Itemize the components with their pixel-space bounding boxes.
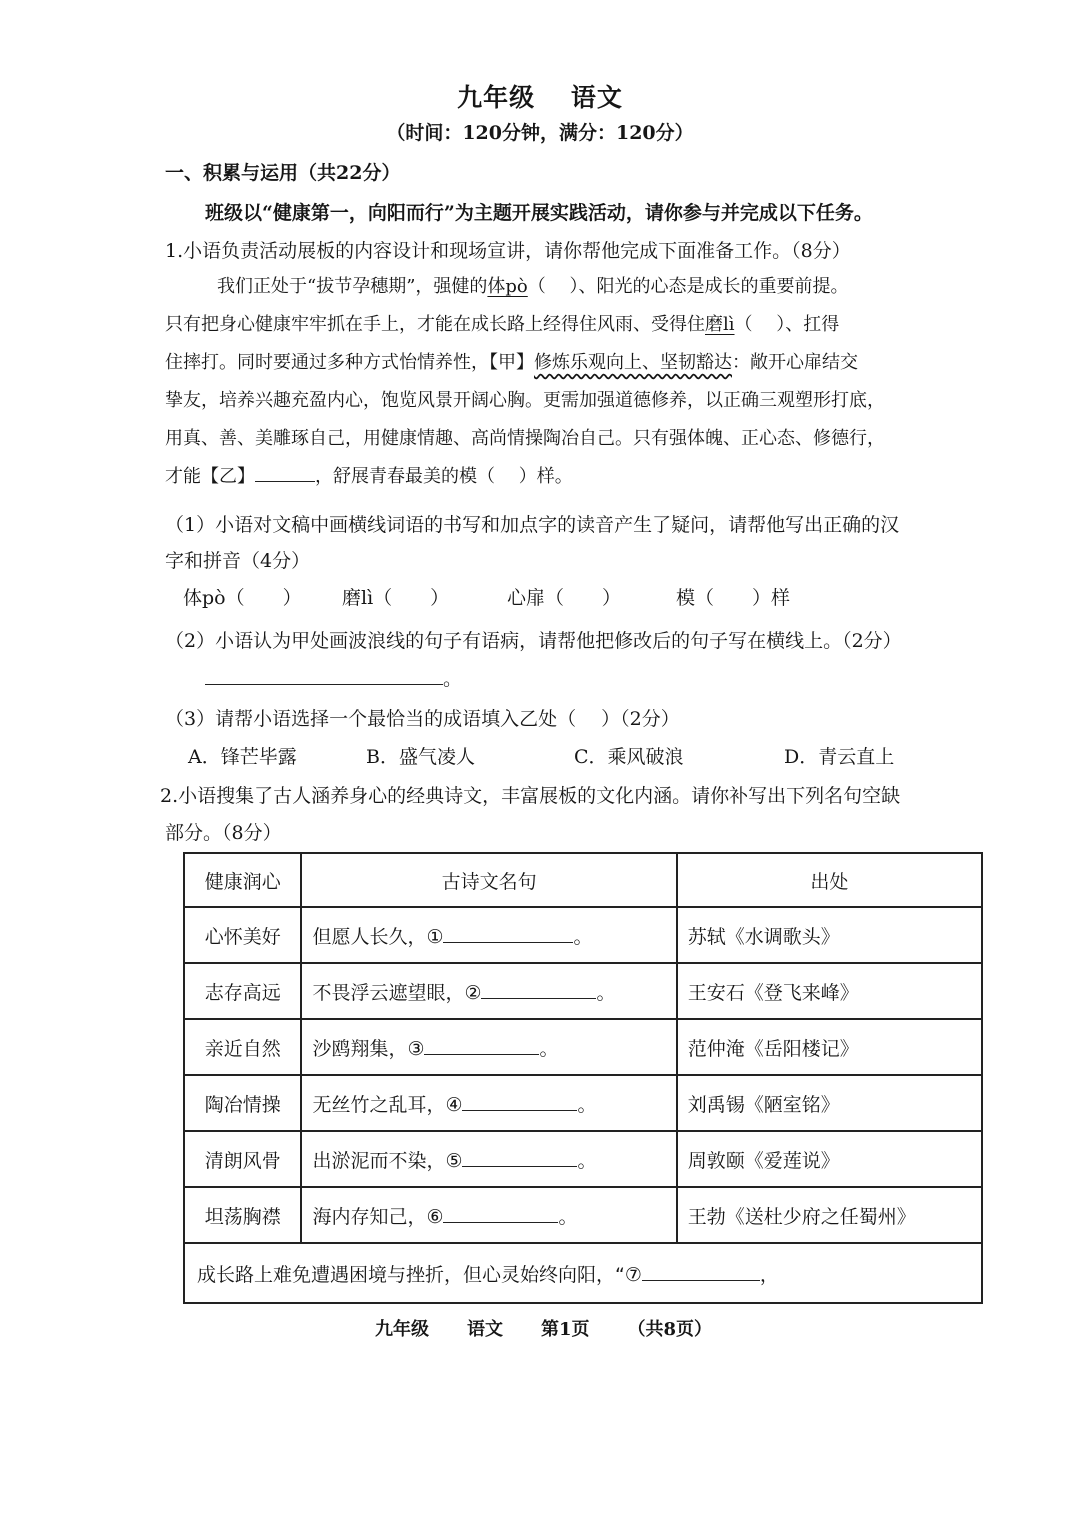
sub-question-3-stem: （3）请帮小语选择一个最恰当的成语填入乙处（ ）（2分） [165, 708, 680, 730]
sub-question-1-item: 磨lì（ ） [342, 587, 450, 609]
passage-line-2 [165, 310, 839, 336]
footer-grade: 九年级 [375, 1319, 429, 1340]
question-2-stem: 2.小语搜集了古人涵养身心的经典诗文，丰富展板的文化内涵。请你补写出下列名句空缺 [160, 785, 901, 807]
table-row [184, 1019, 982, 1075]
table-header-cell: 出处 [677, 853, 982, 907]
theme-cell: 坦荡胸襟 [184, 1187, 301, 1243]
passage-text: 只有把身心健康牢牢抓在手上，才能在成长路上经得住风雨、受得住 [165, 314, 705, 335]
table-row [184, 907, 982, 963]
poem-line: 海内存知己，⑥ [312, 1205, 444, 1228]
passage-text: （ ）、扛得 [734, 314, 840, 335]
sub-question-1-item: 模（ ）样 [676, 587, 791, 609]
section-heading: 一、积累与运用（共22分） [165, 162, 401, 184]
period-mark: 。 [596, 981, 616, 1004]
option-d[interactable]: D．青云直上 [784, 746, 895, 768]
wavy-underlined-sentence: 修炼乐观向上、坚韧豁达 [534, 352, 732, 373]
theme-cell: 志存高远 [184, 963, 301, 1019]
poem-line-cell [301, 963, 676, 1019]
passage-text: 才能【乙】 [165, 466, 255, 487]
theme-cell: 心怀美好 [184, 907, 301, 963]
period-mark: 。 [573, 925, 593, 948]
poem-line-cell [301, 1075, 676, 1131]
answer-blank[interactable] [424, 1035, 539, 1055]
table-header-cell: 健康润心 [184, 853, 301, 907]
passage-text: （ ）、阳光的心态是成长的重要前提。 [527, 276, 849, 297]
poem-table [183, 852, 983, 1304]
merged-cell [184, 1243, 982, 1303]
passage-line-4: 挚友，培养兴趣充盈内心，饱览风景开阔心胸。更需加强道德修养，以正确三观塑形打底， [165, 390, 885, 411]
page-subtitle: （时间：120分钟，满分：120分） [386, 122, 694, 144]
poem-line-cell [301, 1019, 676, 1075]
option-b[interactable]: B．盛气凌人 [366, 746, 475, 768]
poem-line-cell [301, 1131, 676, 1187]
footer-page-number: 第1页 [541, 1319, 590, 1340]
passage-text: ：敞开心扉结交 [732, 352, 858, 373]
passage-text: 住摔打。同时要通过多种方式怡情养性，【甲】 [165, 352, 534, 373]
source-cell: 王勃《送杜少府之任蜀州》 [677, 1187, 982, 1243]
theme-cell: 亲近自然 [184, 1019, 301, 1075]
answer-blank[interactable] [481, 979, 596, 999]
underlined-word: 磨lì [705, 314, 735, 335]
passage-line-3 [165, 348, 858, 374]
poem-line-cell [301, 1187, 676, 1243]
poem-line: 成长路上难免遭遇困境与挫折，但心灵始终向阳，“⑦ [197, 1263, 642, 1286]
answer-blank[interactable] [443, 1203, 558, 1223]
source-cell: 王安石《登飞来峰》 [677, 963, 982, 1019]
sub-question-1-stem: （1）小语对文稿中画横线词语的书写和加点字的读音产生了疑问，请帮他写出正确的汉 [165, 514, 900, 536]
table-header-cell: 古诗文名句 [301, 853, 676, 907]
period-mark: 。 [558, 1205, 578, 1228]
period-mark: 。 [577, 1093, 597, 1116]
sub-question-1-stem-cont: 字和拼音（4分） [165, 550, 311, 572]
sub-question-2-stem: （2）小语认为甲处画波浪线的句子有语病，请帮他把修改后的句子写在横线上。（2分） [165, 630, 902, 652]
poem-line-cell [301, 907, 676, 963]
answer-blank[interactable] [462, 1147, 577, 1167]
sub-question-1-item: 心扉（ ） [507, 587, 622, 609]
answer-blank[interactable] [443, 923, 573, 943]
question-1-stem: 1.小语负责活动展板的内容设计和现场宣讲，请你帮他完成下面准备工作。（8分） [165, 240, 851, 262]
question-2-stem-cont: 部分。（8分） [165, 822, 282, 844]
answer-blank[interactable] [462, 1091, 577, 1111]
source-cell: 周敦颐《爱莲说》 [677, 1131, 982, 1187]
period-mark: 。 [577, 1149, 597, 1172]
period-mark: 。 [539, 1037, 559, 1060]
footer-subject: 语文 [467, 1319, 503, 1340]
passage-line-1 [217, 272, 849, 298]
source-cell: 刘禹锡《陋室铭》 [677, 1075, 982, 1131]
passage-text: 我们正处于“拔节孕穗期”，强健的 [217, 276, 488, 297]
option-a[interactable]: A．锋芒毕露 [188, 746, 297, 768]
poem-line: 无丝竹之乱耳，④ [312, 1093, 463, 1116]
table-header-row [184, 853, 982, 907]
option-c[interactable]: C．乘风破浪 [574, 746, 684, 768]
comma-mark: ， [759, 1263, 779, 1286]
passage-line-6 [165, 462, 573, 488]
section-intro: 班级以“健康第一，向阳而行”为主题开展实践活动，请你参与并完成以下任务。 [205, 202, 873, 224]
sub-question-3-options [188, 742, 908, 770]
passage-text: ，舒展青春最美的模（ ）样。 [315, 466, 573, 487]
passage-line-5: 用真、善、美雕琢自己，用健康情趣、高尚情操陶冶自己。只有强体魄、正心态、修德行， [165, 428, 885, 449]
sub-question-1-item: 体pò（ ） [183, 587, 302, 609]
page-title: 九年级 语文 [457, 83, 623, 112]
source-cell: 苏轼《水调歌头》 [677, 907, 982, 963]
table-row [184, 1187, 982, 1243]
poem-line: 沙鸥翔集，③ [312, 1037, 425, 1060]
answer-blank[interactable] [255, 463, 315, 482]
table-row [184, 1075, 982, 1131]
theme-cell: 陶冶情操 [184, 1075, 301, 1131]
period-mark: 。 [443, 668, 463, 690]
poem-line: 不畏浮云遮望眼，② [312, 981, 482, 1004]
poem-line: 出淤泥而不染，⑤ [312, 1149, 463, 1172]
footer-total-pages: （共8页） [627, 1319, 713, 1340]
underlined-word: 体pò [487, 276, 528, 297]
theme-cell: 清朗风骨 [184, 1131, 301, 1187]
page-footer [375, 1315, 750, 1341]
poem-line: 但愿人长久，① [312, 925, 444, 948]
answer-blank[interactable] [642, 1261, 760, 1281]
table-row [184, 1131, 982, 1187]
source-cell: 范仲淹《岳阳楼记》 [677, 1019, 982, 1075]
sub-question-2-answer [205, 664, 462, 691]
table-row-merged [184, 1243, 982, 1303]
table-row [184, 963, 982, 1019]
answer-line[interactable] [205, 665, 443, 685]
